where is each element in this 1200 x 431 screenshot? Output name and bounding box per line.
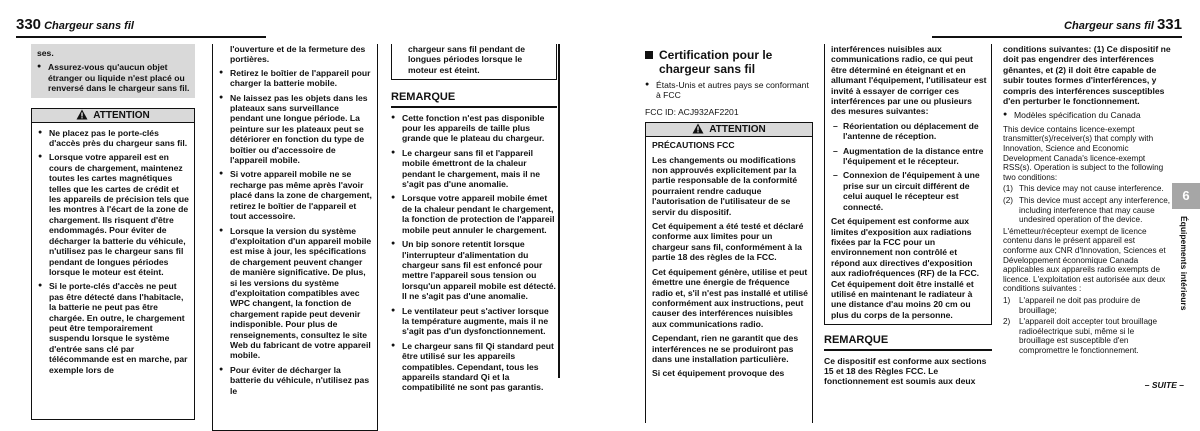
measure-item: – Augmentation de la distance entre l'équipement et le récepteur. — [831, 146, 987, 167]
list-item: ● Ne laissez pas les objets dans les plateaux sans surveillance pendant une longue période. La peinture sur les plateaux peut se détériorer en fonction du type de boîtier ou d'accessoire de l'appareil mobile. — [219, 93, 373, 166]
header-title: Chargeur sans fil — [44, 20, 134, 32]
ised-condition — [1003, 296, 1171, 315]
fcc-paragraph: interférences nuisibles aux communications radio, ce qui peut être déterminé en éteignant et en allumant l'équipement, l'utilisateur est invité à essayer de corriger ces interférences par une ou plusieurs des mesures suivantes: — [831, 44, 987, 117]
list-item: ● Un bip sonore retentit lorsque l'interrupteur d'alimentation du chargeur sans fil est enfoncé pour mettre l'appareil sous tension ou lorsqu'un appareil mobile est détecté. Il ne s'agit pas d'une anomalie. — [391, 239, 557, 301]
fcc-paragraph: Les changements ou modifications non approuvés explicitement par la partie responsable de la conformité pourraient rendre caduque l'autorisation de l'utilisateur de se servir du dispositif. — [652, 154, 798, 217]
list-item: ● Ne placez pas le porte-clés d'accès près du chargeur sans fil. — [38, 128, 190, 149]
right-column-1 — [645, 48, 813, 423]
fcc-paragraph: Si cet équipement provoque des — [652, 368, 785, 379]
continued-text: conditions suivantes: (1) Ce dispositif ne doit pas engendrer des interférences gênantes, et (2) il doit être capable de subir toutes formes d'interférences, y compris des interférences susceptibles d'en perturber le fonctionnement. — [1003, 44, 1171, 107]
list-item: ● Si votre appareil mobile ne se recharge pas même après l'avoir placé dans la zone de chargement, retirez le boîtier de l'appareil et tout accessoire. — [219, 169, 373, 221]
fcc-id: FCC ID: ACJ932AF2201 — [645, 106, 739, 117]
fcc-paragraph: Cet équipement génère, utilise et peut émettre une énergie de fréquence radio et, s'il n'est pas installé et utilisé conformément aux instructions, peut causer des interférences nuisibles aux communications radio. — [652, 266, 808, 329]
continued-text: chargeur sans fil pendant de longues périodes lorsque le moteur est éteint. — [408, 44, 525, 75]
chapter-tab: 6 — [1172, 183, 1200, 209]
section-square-icon — [645, 51, 653, 59]
list-item: ● Le chargeur sans fil et l'appareil mobile émettront de la chaleur pendant le chargement, mais il ne s'agit pas d'une anomalie. — [391, 148, 557, 190]
left-header — [16, 16, 134, 33]
attention-box-continued — [391, 44, 557, 80]
condition-text: L'appareil ne doit pas produire de brouillage; — [1019, 295, 1141, 315]
attention-body — [646, 137, 812, 379]
list-item: ● Pour éviter de décharger la batterie du véhicule, n'utilisez pas le — [219, 365, 373, 396]
measure-item: – Connexion de l'équipement à une prise sur un circuit différent de celui auquel le récepteur est connecté. — [831, 170, 987, 212]
continued-text: ses. — [37, 48, 54, 58]
fcc-paragraph: Cet équipement est conforme aux limites d'exposition aux radiations fixées par la FCC pour un environnement non contrôlé et répond aux directives d'exposition aux radiofréquences (RF) de la FCC. Cet équipement doit être installé et utilisé en maintenant le radiateur à une distance d'au moins 20 cm ou plus du corps de la personne. — [831, 216, 980, 320]
list-item: ● Cette fonction n'est pas disponible pour les appareils de taille plus grande que le plateau du chargeur. — [391, 113, 557, 144]
suite-label: – SUITE – — [1144, 380, 1184, 390]
list-item: ● Lorsque la version du système d'exploitation d'un appareil mobile est mise à jour, les spécifications de chargement peuvent changer de manière significative. De plus, si les versions du système d'exploitation compatibles avec WPC changent, la fonction de chargement rapide peut devenir indisponible. Pour plus de renseignements, consultez le site Web du fabricant de votre appareil mobile. — [219, 226, 373, 361]
remarque-rule — [824, 349, 992, 351]
page-number: 331 — [1156, 16, 1182, 33]
condition-number: (2) — [1003, 196, 1014, 205]
left-column-3 — [391, 44, 557, 397]
list-item: ● Le chargeur sans fil Qi standard peut être utilisé sur les appareils compatibles. Cependant, tous les appareils standard Qi et la compatibilité ne sont pas garantis. — [391, 341, 557, 393]
condition-number: 2) — [1003, 317, 1011, 327]
condition-text: L'appareil doit accepter tout brouillage radioélectrique subi, même si le brouillage est susceptible d'en compromettre le fonctionnement. — [1019, 317, 1158, 355]
ised-condition — [1003, 317, 1171, 355]
remarque-heading: REMARQUE — [391, 91, 456, 104]
fcc-heading: PRÉCAUTIONS FCC — [652, 140, 735, 151]
remarque-side-rule — [558, 44, 560, 378]
ised-english: This device contains licence-exempt transmitter(s)/receiver(s) that comply with Innovation, Science and Economic Development Canada's licence-exempt RSS(s). Operation is subject to the following two conditions: — [1003, 124, 1164, 182]
right-page — [600, 0, 1200, 402]
attention-body — [32, 123, 194, 419]
fcc-paragraph: Cependant, rien ne garantit que des interférences ne se produiront pas dans une installation particulière. — [652, 333, 799, 364]
list-item: ● Lorsque votre appareil est en cours de chargement, maintenez toutes les cartes magnétiques telles que les cartes de crédit et les appareils de précision tels que les montres à l'écart de la zone de chargement. Ils risquent d'être endommagés. Pour éviter de décharger la batterie du véhicule, n'utilisez pas le chargeur sans fil pendant de longues périodes lorsque le moteur est éteint. — [38, 152, 190, 277]
page-number: 330 — [16, 16, 42, 33]
attention-label: ATTENTION — [93, 109, 150, 121]
attention-header — [646, 123, 812, 137]
attention-box — [31, 108, 195, 420]
list-item: ● Retirez le boîtier de l'appareil pour charger la batterie mobile. — [219, 68, 373, 89]
section-title — [645, 48, 813, 76]
attention-box — [645, 122, 813, 423]
list-item: ● Lorsque votre appareil mobile émet de la chaleur pendant le chargement, la fonction de protection de l'appareil mobile peut annuler le chargement. — [391, 193, 557, 235]
list-item: ● Si le porte-clés d'accès ne peut pas être détecté dans l'habitacle, la batterie ne peut pas être chargée. En outre, le chargement peut être temporairement suspendu lorsque le système d'entrée sans clé par télécommande est en marche, par exemple lors de — [38, 281, 190, 375]
left-column-1 — [31, 44, 195, 420]
region-item: ● États-Unis et autres pays se conformant à FCC — [645, 80, 813, 101]
condition-text: This device may not cause interference. — [1019, 184, 1164, 194]
left-column-2 — [212, 44, 378, 431]
attention-label: ATTENTION — [709, 124, 766, 136]
attention-header — [32, 109, 194, 123]
ised-french: L'émetteur/récepteur exempt de licence contenu dans le présent appareil est conforme aux CNR d'Innovation, Sciences et Développement économique Canada applicables aux appareils radio exempts de licence. L'exploitation est autorisée aux deux conditions suivantes : — [1003, 226, 1166, 294]
list-item: ● Assurez-vous qu'aucun objet étranger ou liquide n'est placé ou renversé dans le chargeur sans fil. — [37, 62, 191, 93]
condition-number: 1) — [1003, 295, 1011, 305]
list-item: ● Le ventilateur peut s'activer lorsque la température augmente, mais il ne s'agit pas d'un dysfonctionnement. — [391, 306, 557, 337]
ised-condition — [1003, 184, 1171, 194]
warning-icon — [692, 123, 704, 134]
ised-block — [1003, 125, 1171, 356]
shaded-block — [31, 44, 195, 98]
condition-text: This device must accept any interference, including interference that may cause undesired operation of the device. — [1019, 196, 1171, 225]
warning-icon — [76, 109, 88, 120]
ised-condition — [1003, 196, 1171, 225]
remarque-heading: REMARQUE — [824, 334, 889, 347]
section-title-text: Certification pour le chargeur sans fil — [659, 48, 773, 76]
remarque-rule — [391, 106, 557, 108]
canada-item: ● Modèles spécification du Canada — [1003, 110, 1171, 120]
header-rule — [932, 36, 1182, 38]
measure-item: – Réorientation ou déplacement de l'antenne de réception. — [831, 121, 987, 142]
header-rule — [16, 36, 266, 38]
fcc-paragraph: Cet équipement a été testé et déclaré conforme aux limites pour un chargeur sans fil, conformément à la partie 18 des règles de la FCC. — [652, 221, 804, 263]
chapter-side-label: Équipements intérieurs — [1179, 216, 1189, 311]
condition-number: (1) — [1003, 184, 1014, 194]
right-header — [1064, 16, 1182, 33]
right-column-3 — [1003, 44, 1171, 358]
right-column-2 — [824, 44, 992, 391]
attention-box-continued — [212, 44, 378, 431]
attention-box-continued — [824, 44, 992, 325]
header-title: Chargeur sans fil — [1064, 20, 1154, 32]
continued-text: l'ouverture et de la fermeture des portières. — [230, 44, 366, 65]
left-page — [0, 0, 600, 402]
remarque-text: Ce dispositif est conforme aux sections 15 et 18 des Règles FCC. Le fonctionnement est soumis aux deux — [824, 355, 987, 387]
